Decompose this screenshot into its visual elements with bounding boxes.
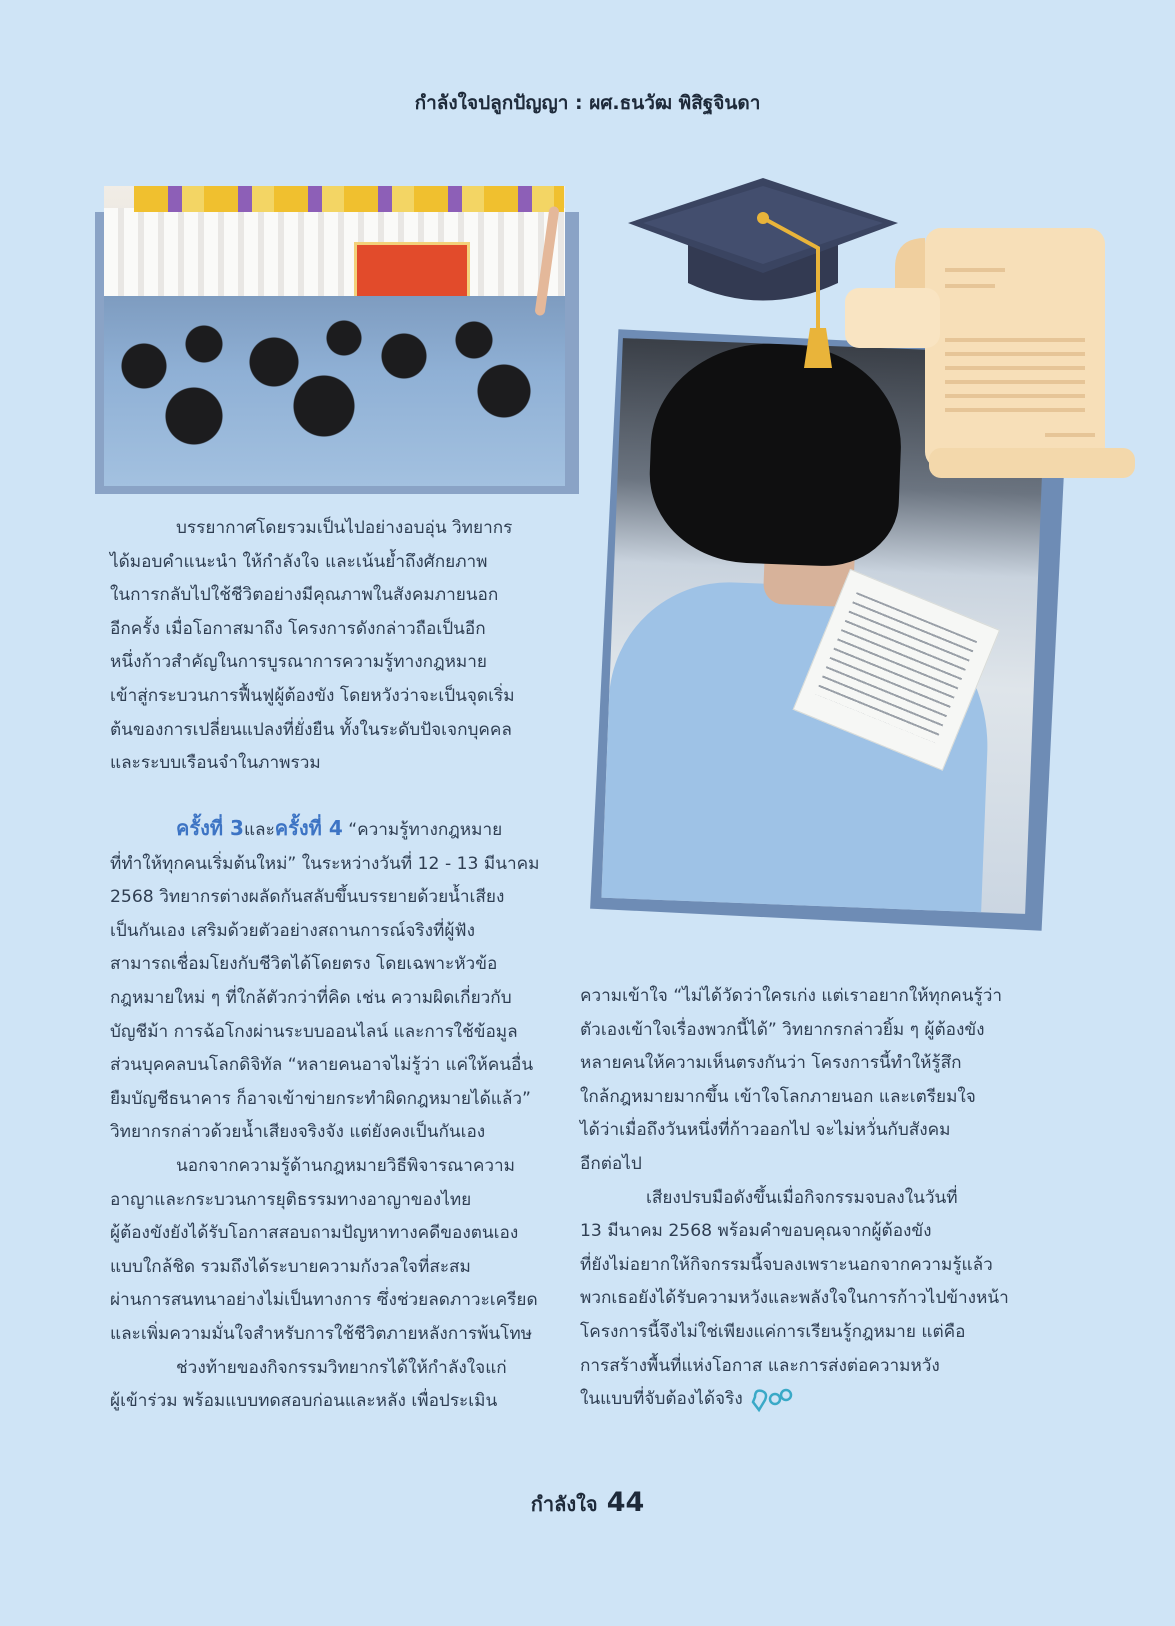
heart-end-icon (749, 1385, 795, 1413)
paragraph-line: ช่วงท้ายของกิจกรรมวิทยากรได้ให้กำลังใจแก่ (176, 1357, 507, 1378)
paragraph-line: ใกล้กฎหมายมากขึ้น เข้าใจโลกภายนอก และเตรียมใจ (580, 1086, 976, 1107)
paragraph-line: อีกต่อไป (580, 1153, 642, 1174)
paragraph-line: เป็นกันเอง เสริมด้วยตัวอย่างสถานการณ์จริงที่ผู้ฟัง (110, 920, 475, 941)
paragraph-line: ต้นของการเปลี่ยนแปลงที่ยั่งยืน ทั้งในระดับปัจเจกบุคคล (110, 719, 512, 740)
paragraph-line: 13 มีนาคม 2568 พร้อมคำขอบคุณจากผู้ต้องขัง (580, 1221, 932, 1242)
paragraph-line: พวกเธอยังได้รับความหวังและพลังใจในการก้าวไปข้างหน้า (580, 1288, 1009, 1309)
page-number: 44 (606, 1487, 645, 1518)
article-paragraph-2 (110, 812, 554, 1419)
last-line-text: ในแบบที่จับต้องได้จริง (580, 1389, 743, 1410)
paragraph-lead-line (110, 812, 554, 848)
paragraph-line: อาญาและกระบวนการยุติธรรมทางอาญาของไทย (110, 1189, 472, 1210)
paragraph-line: การสร้างพื้นที่แห่งโอกาส และการส่งต่อความหวัง (580, 1355, 940, 1376)
magazine-name: กำลังใจ (530, 1492, 598, 1516)
paragraph-line: ผู้เข้าร่วม พร้อมแบบทดสอบก่อนและหลัง เพื่อประเมิน (110, 1391, 498, 1412)
paragraph-line: ผู้ต้องขังยังได้รับโอกาสสอบถามปัญหาทางคดีของตนเอง (110, 1223, 519, 1244)
paragraph-line: โครงการนี้จึงไม่ใช่เพียงแค่การเรียนรู้กฎหมาย แต่คือ (580, 1321, 966, 1342)
paragraph-line: บรรยากาศโดยรวมเป็นไปอย่างอบอุ่น วิทยากร (176, 518, 513, 538)
paragraph-line: สามารถเชื่อมโยงกับชีวิตได้โดยตรง โดยเฉพาะหัวข้อ (110, 954, 498, 975)
paragraph-line: หนึ่งก้าวสำคัญในการบูรณาการความรู้ทางกฎหมาย (110, 652, 487, 673)
paragraph-line: อีกครั้ง เมื่อโอกาสมาถึง โครงการดังกล่าวถือเป็นอีก (110, 618, 486, 639)
paragraph-line: ผ่านการสนทนาอย่างไม่เป็นทางการ ซึ่งช่วยลดภาวะเครียด (110, 1290, 538, 1311)
paragraph-line: บัญชีม้า การฉ้อโกงผ่านระบบออนไลน์ และการใช้ข้อมูล (110, 1021, 518, 1042)
paragraph-line: ส่วนบุคคลบนโลกดิจิทัล “หลายคนอาจไม่รู้ว่า แค่ให้คนอื่น (110, 1055, 534, 1076)
paragraph-line: ที่ยังไม่อยากให้กิจกรรมนี้จบลงเพราะนอกจากความรู้แล้ว (580, 1254, 993, 1275)
paragraph-line: ที่ทำให้ทุกคนเริ่มต้นใหม่” ในระหว่างวันที่ 12 - 13 มีนาคม (110, 853, 540, 874)
paragraph-line: ในการกลับไปใช้ชีวิตอย่างมีคุณภาพในสังคมภายนอก (110, 585, 499, 606)
paragraph-line: วิทยากรกล่าวด้วยน้ำเสียงจริงจัง แต่ยังคงเป็นกันเอง (110, 1122, 486, 1143)
and-word: และ (243, 820, 275, 840)
paragraph-line: นอกจากความรู้ด้านกฎหมายวิธีพิจารณาความ (176, 1155, 516, 1176)
paragraph-line: ได้ว่าเมื่อถึงวันหนึ่งที่ก้าวออกไป จะไม่หวั่นกับสังคม (580, 1120, 951, 1141)
seminar-audience-photo (104, 186, 565, 486)
lead-rest: “ความรู้ทางกฎหมาย (342, 820, 503, 840)
paragraph-line: เสียงปรบมือดังขึ้นเมื่อกิจกรรมจบลงในวันที่ (646, 1187, 958, 1208)
paragraph-line: ความเข้าใจ “ไม่ได้วัดว่าใครเก่ง แต่เราอยากให้ทุกคนรู้ว่า (580, 986, 1003, 1006)
paragraph-line: และเพิ่มความมั่นใจสำหรับการใช้ชีวิตภายหลังการพ้นโทษ (110, 1323, 533, 1344)
article-paragraph-3 (580, 980, 1025, 1417)
graduation-cap-icon (628, 178, 898, 368)
paragraph-last-line (580, 1383, 1025, 1417)
paragraph-line: กฎหมายใหม่ ๆ ที่ใกล้ตัวกว่าที่คิด เช่น ความผิดเกี่ยวกับ (110, 987, 512, 1008)
page-header: กำลังใจปลูกปัญญา : ผศ.ธนวัฒ พิสิฐจินดา (414, 92, 761, 114)
paragraph-line: 2568 วิทยากรต่างผลัดกันสลับขึ้นบรรยายด้วยน้ำเสียง (110, 887, 505, 908)
paragraph-line: ยืมบัญชีธนาคาร ก็อาจเข้าข่ายกระทำผิดกฎหมายได้แล้ว” (110, 1088, 531, 1109)
page-footer (0, 1487, 1175, 1520)
paragraph-line: และระบบเรือนจำในภาพรวม (110, 753, 321, 774)
paragraph-line: แบบใกล้ชิด รวมถึงได้ระบายความกังวลใจที่สะสม (110, 1256, 471, 1277)
article-paragraph-1 (110, 512, 554, 781)
session-highlight-3: ครั้งที่ 3 (176, 816, 244, 840)
paragraph-line: ตัวเองเข้าใจเรื่องพวกนี้ได้” วิทยากรกล่าวยิ้ม ๆ ผู้ต้องขัง (580, 1019, 985, 1040)
paragraph-line: ได้มอบคำแนะนำ ให้กำลังใจ และเน้นย้ำถึงศักยภาพ (110, 551, 488, 572)
session-highlight-4: ครั้งที่ 4 (274, 816, 343, 840)
paragraph-line: เข้าสู่กระบวนการฟื้นฟูผู้ต้องขัง โดยหวังว่าจะเป็นจุดเริ่ม (110, 685, 515, 706)
paragraph-line: หลายคนให้ความเห็นตรงกันว่า โครงการนี้ทำให้รู้สึก (580, 1053, 962, 1074)
